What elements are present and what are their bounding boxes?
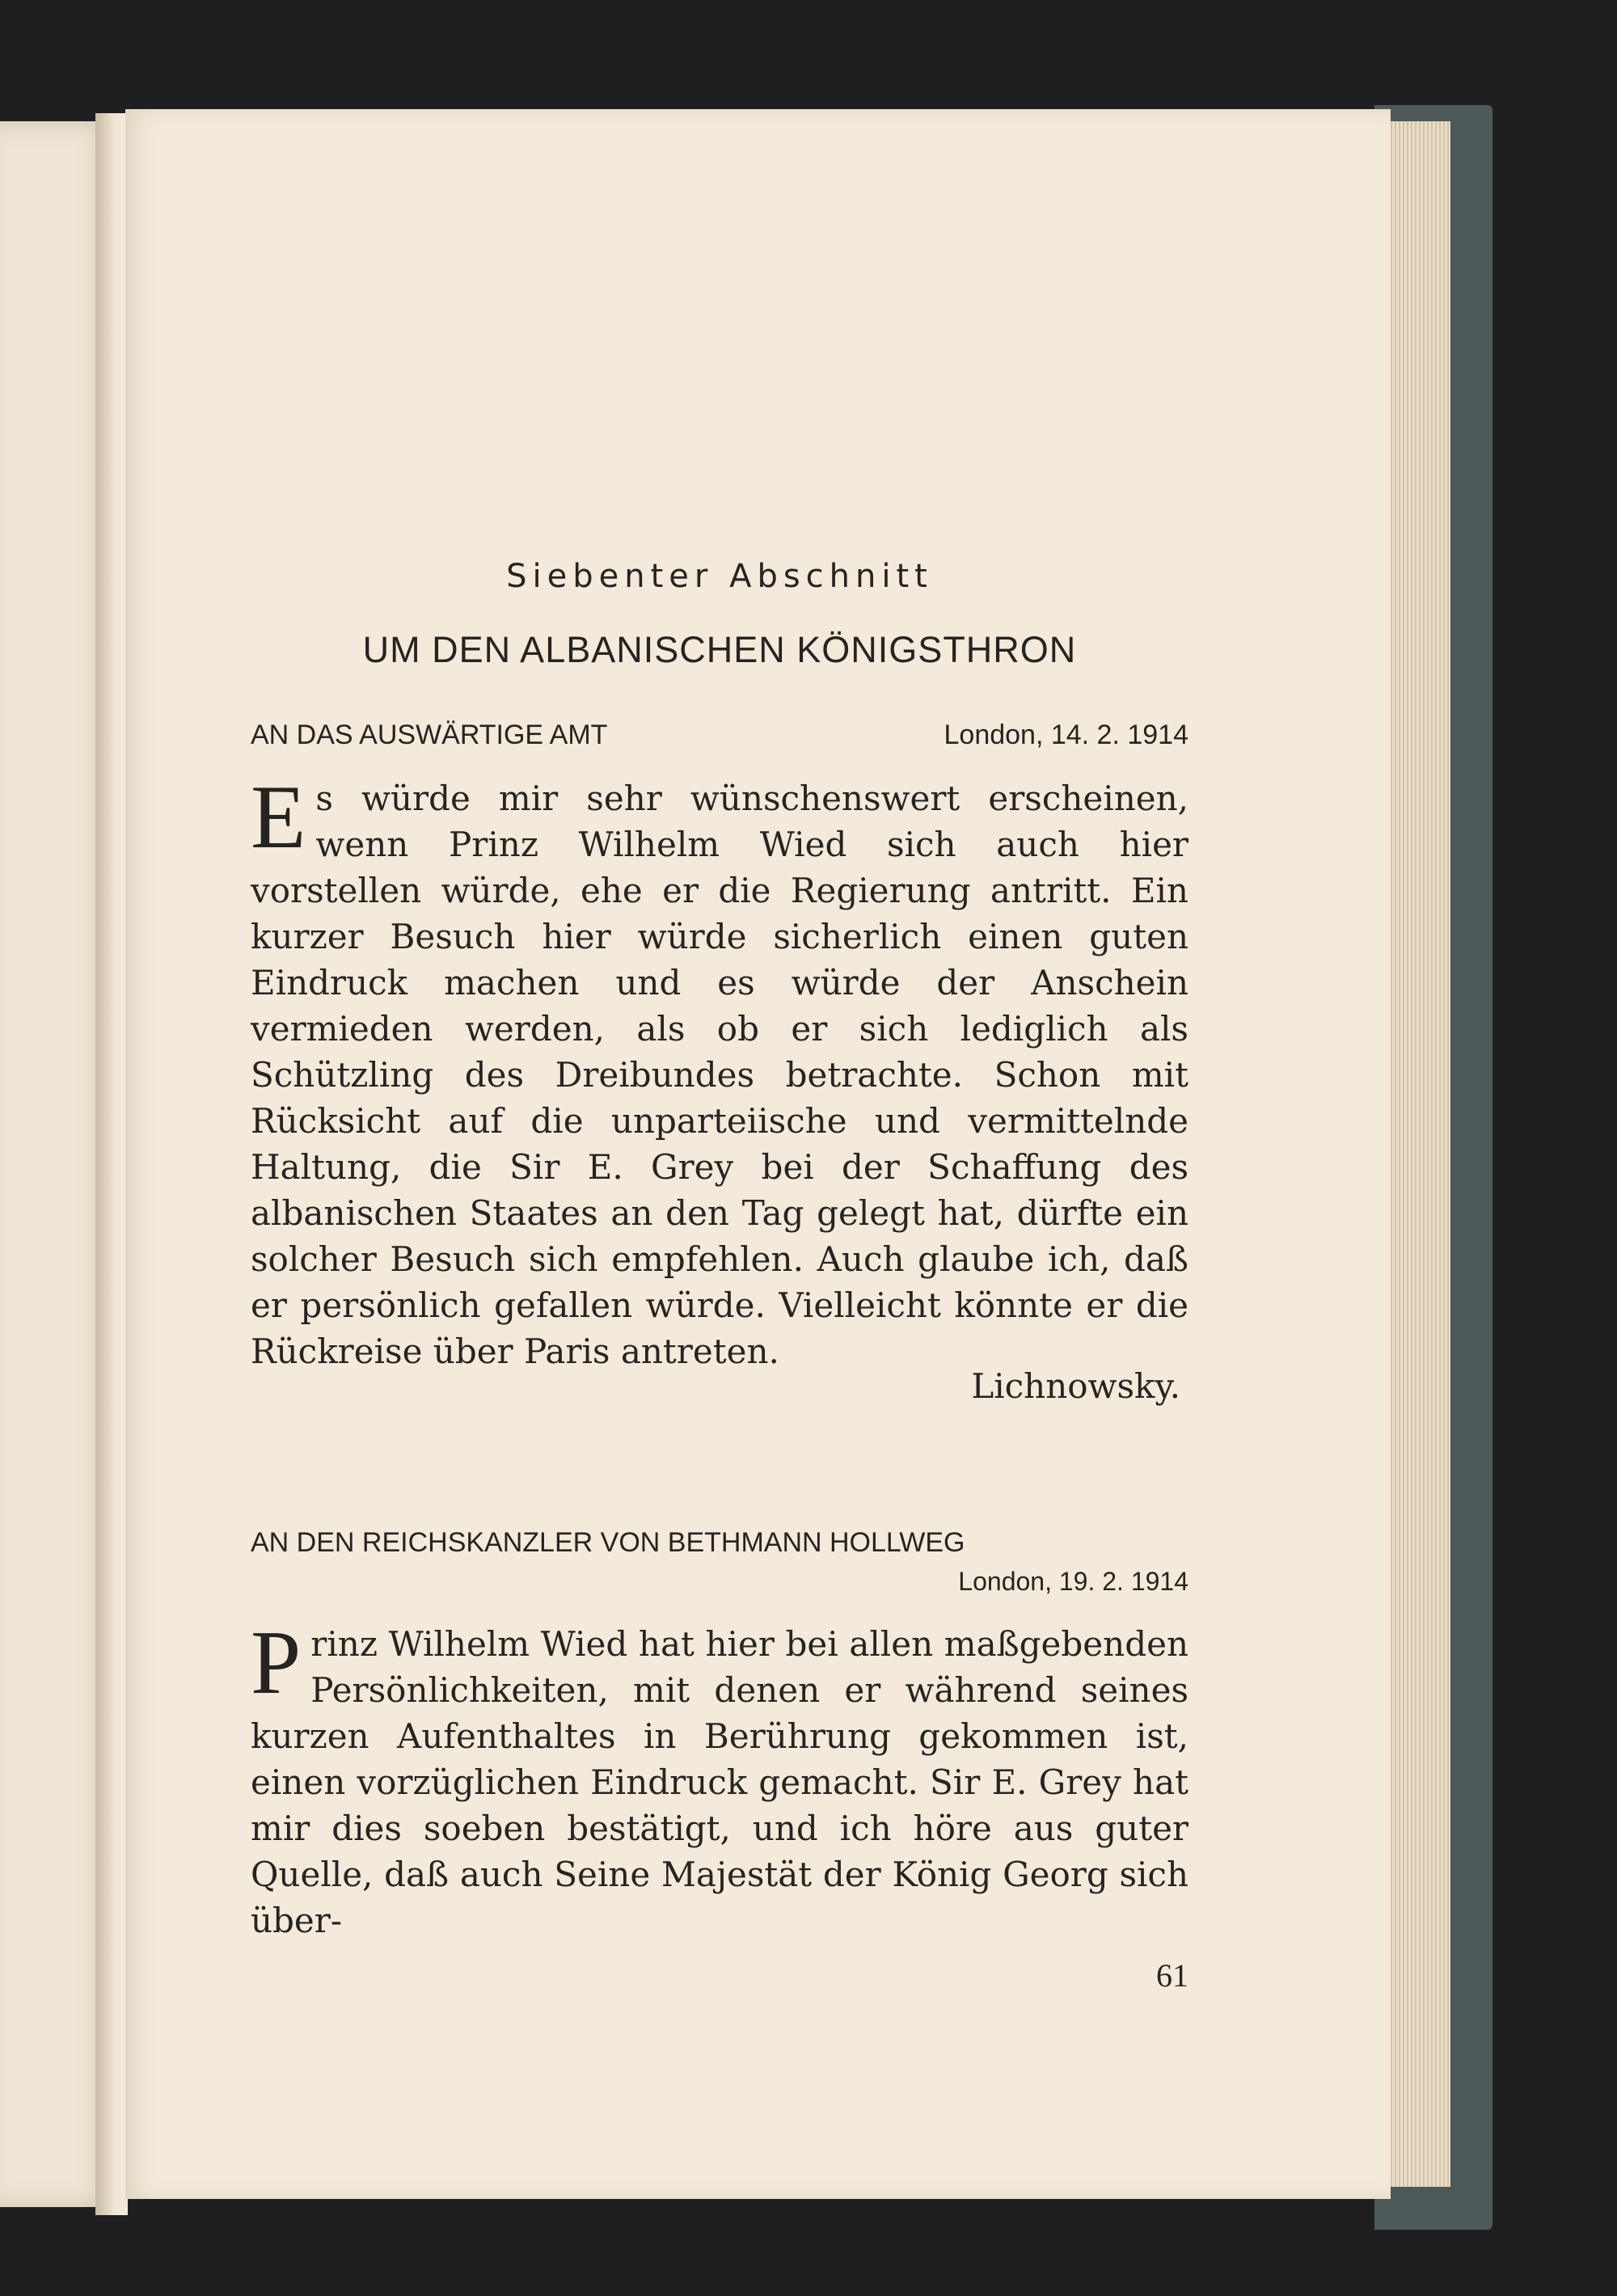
page-content (251, 558, 1188, 1944)
letter2-text: rinz Wilhelm Wied hat hier bei allen maßgebenden Persönlichkeiten, mit denen er während seines kurzen Aufenthaltes in Berührung gekommen ist, einen vorzüglichen Eindruck gemacht. Sir E. Grey hat mir dies soeben bestätigt, und ich höre aus guter Quelle, daß auch Seine Majestät der König Georg sich über- (251, 1624, 1188, 1940)
letter1-date: London, 14. 2. 1914 (944, 720, 1188, 750)
page-edges (1384, 121, 1450, 2187)
letter1-text: s würde mir sehr wünschenswert erscheinen, wenn Prinz Wilhelm Wied sich auch hier vorstellen würde, ehe er die Regierung antritt. Ein kurzer Besuch hier würde sicherlich einen guten Eindruck machen und es würde der Anschein vermieden werden, als ob er sich lediglich als Schützling des Dreibundes betrachte. Schon mit Rücksicht auf die unparteiische und vermittelnde Haltung, die Sir E. Grey bei der Schaffung des albanischen Staates an den Tag gelegt hat, dürfte ein solcher Besuch sich empfehlen. Auch glaube ich, daß er persönlich gefallen würde. Vielleicht könnte er die Rückreise über Paris antreten. (251, 779, 1188, 1371)
book-spine (95, 113, 128, 2215)
letter1-signature: Lichnowsky. (971, 1366, 1180, 1406)
letter2-heading: AN DEN REICHSKANZLER VON BETHMANN HOLLWEG (251, 1527, 965, 1558)
letter1-dropcap: E (251, 767, 306, 867)
letter1-heading: AN DAS AUSWÄRTIGE AMT (251, 720, 608, 750)
section-label: Siebenter Abschnitt (506, 558, 933, 595)
letter2-dropcap: P (251, 1613, 302, 1713)
chapter-title: UM DEN ALBANISCHEN KÖNIGSTHRON (362, 629, 1077, 670)
letter1-header (251, 720, 1188, 751)
page-number: 61 (1156, 1957, 1188, 1994)
letter2-body (251, 1613, 1188, 1944)
letter1-body (251, 767, 1188, 1374)
letter2-date: London, 19. 2. 1914 (958, 1567, 1188, 1596)
letter-spacer (251, 1406, 1188, 1527)
